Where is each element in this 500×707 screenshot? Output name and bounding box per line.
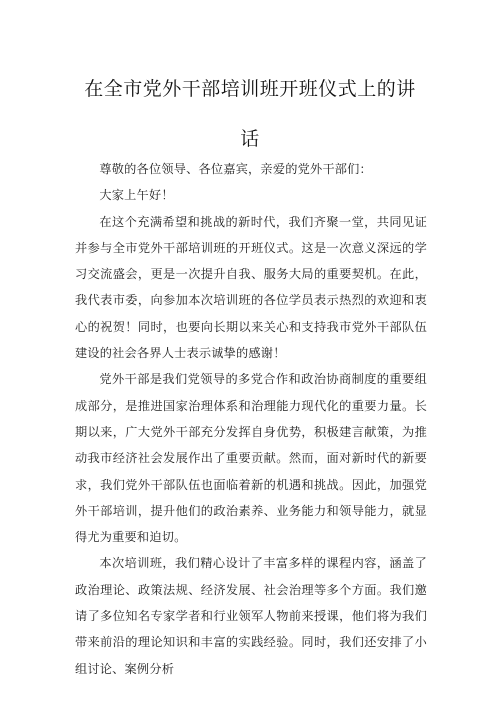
document-body [75, 156, 427, 682]
body-paragraph: 在这个充满希望和挑战的新时代，我们齐聚一堂，共同见证并参与全市党外干部培训班的开班仪式。这是一次意义深远的学习交流盛会，更是一次提升自我、服务大局的重要契机。在此，我代表市委，向参加本次培训班的各位学员表示热烈的欢迎和衷心的祝贺！同时，也要向长期以来关心和支持我市党外干部队伍建设的社会各界人士表示诚挚的感谢！ [75, 214, 427, 361]
document-title-line2: 话 [240, 128, 260, 150]
body-paragraph: 本次培训班，我们精心设计了丰富多样的课程内容，涵盖了政治理论、政策法规、经济发展、社会治理等多个方面。我们邀请了多位知名专家学者和行业领军人物前来授课，他们将为我们带来前沿的理论知识和丰富的实践经验。同时，我们还安排了小组讨论、案例分析 [75, 556, 427, 676]
greeting-paragraph: 大家上午好！ [99, 188, 174, 203]
document-title-line1: 在全市党外干部培训班开班仪式上的讲 [84, 78, 416, 100]
salutation-paragraph: 尊敬的各位领导、各位嘉宾，亲爱的党外干部们： [99, 162, 372, 176]
body-paragraph: 党外干部是我们党领导的多党合作和政治协商制度的重要组成部分，是推进国家治理体系和治理能力现代化的重要力量。长期以来，广大党外干部充分发挥自身优势，积极建言献策，为推动我市经济社会发展作出了重要贡献。然而，面对新时代的新要求，我们党外干部队伍也面临着新的机遇和挑战。因此，加强党外干部培训，提升他们的政治素养、业务能力和领导能力，就显得尤为重要和迫切。 [75, 372, 427, 545]
